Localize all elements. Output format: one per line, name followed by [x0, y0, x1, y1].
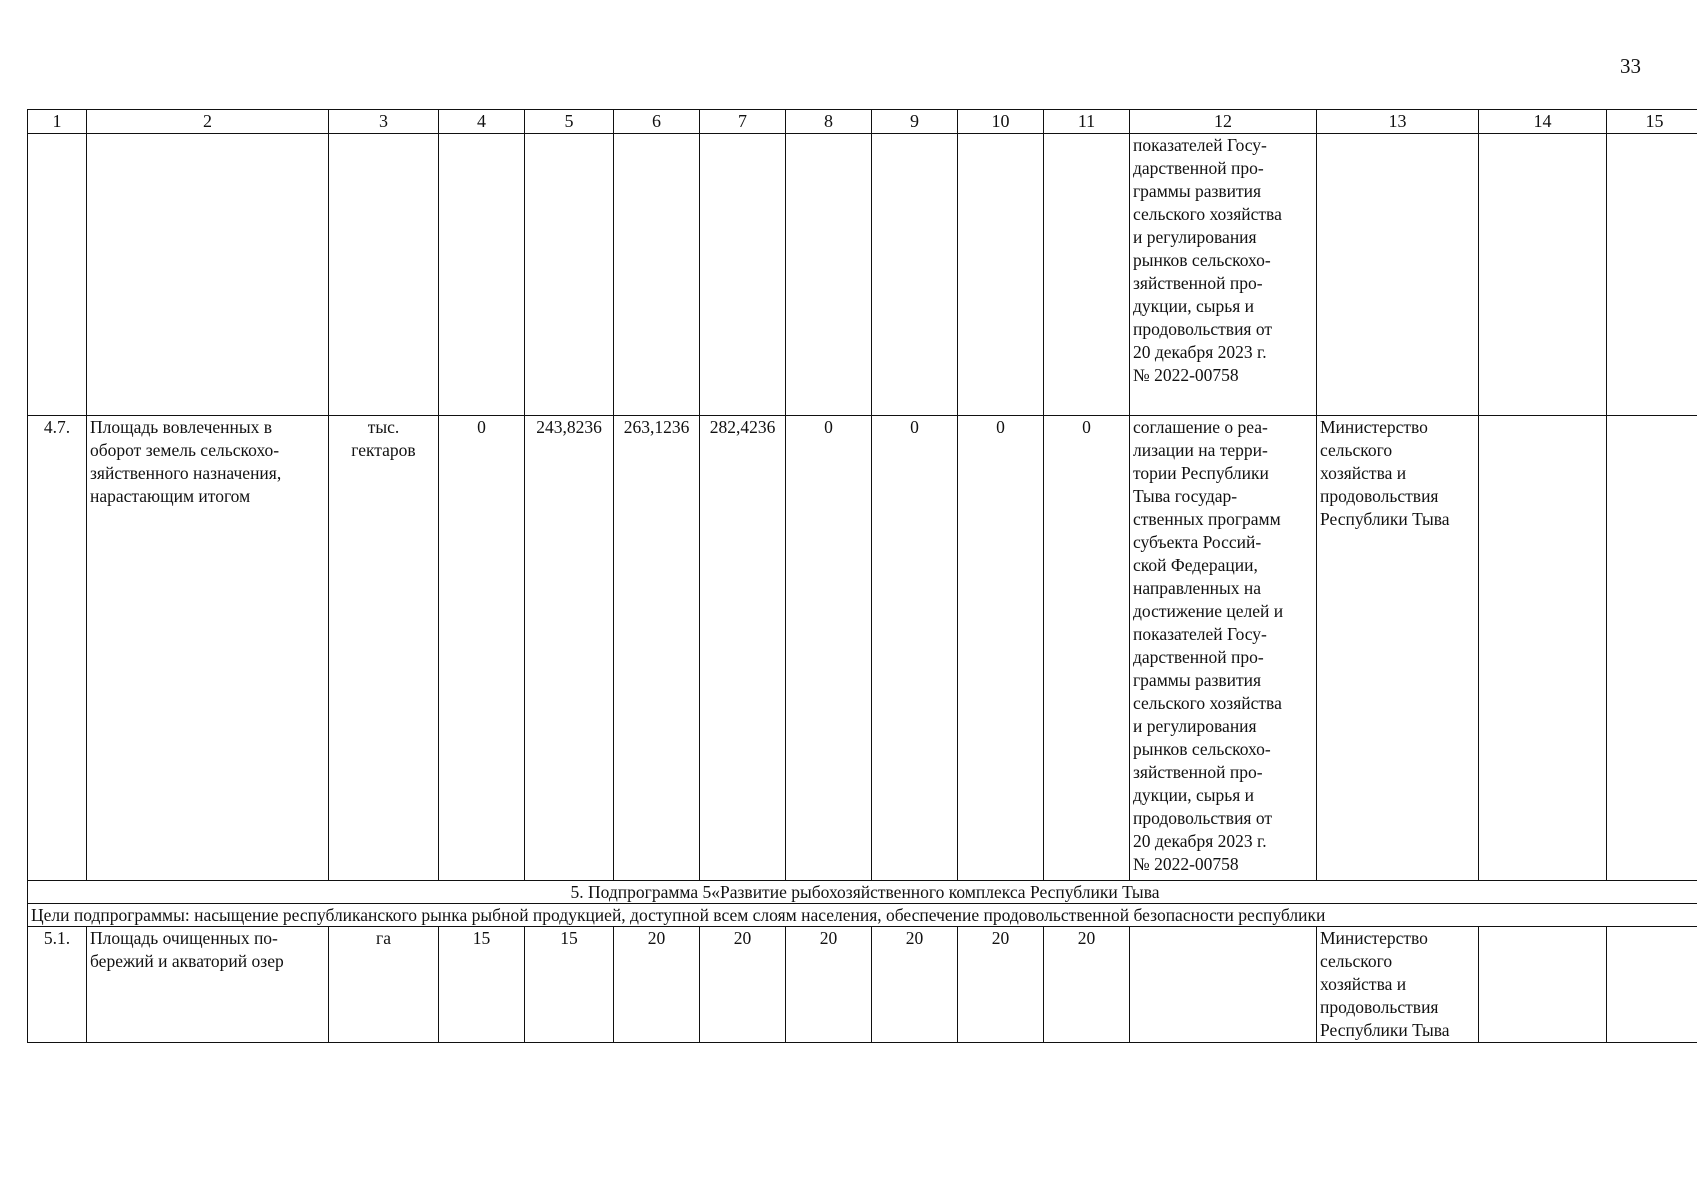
value-cell: 263,1236	[614, 416, 700, 881]
table-cell	[614, 134, 700, 416]
table-row-4-7	[28, 416, 1697, 881]
value-cell: 20	[958, 927, 1044, 1043]
column-header: 11	[1044, 110, 1130, 134]
table-cell	[700, 134, 786, 416]
indicators-table	[27, 109, 1697, 1043]
value-cell: 20	[700, 927, 786, 1043]
table-cell	[1479, 134, 1607, 416]
table-cell	[958, 134, 1044, 416]
column-header: 5	[525, 110, 614, 134]
table-cell	[439, 134, 525, 416]
column-header: 15	[1607, 110, 1697, 134]
column-header: 4	[439, 110, 525, 134]
value-cell: 15	[525, 927, 614, 1043]
value-cell: 0	[439, 416, 525, 881]
value-cell: 0	[1044, 416, 1130, 881]
section-goals-row	[28, 904, 1697, 927]
column-header: 1	[28, 110, 87, 134]
table-cell	[1607, 416, 1697, 881]
page-number: 33	[1620, 54, 1641, 78]
column-header: 6	[614, 110, 700, 134]
table-cell	[525, 134, 614, 416]
column-header: 12	[1130, 110, 1317, 134]
table-cell	[1317, 134, 1479, 416]
basis-cell: соглашение о реа- лизации на терри- тории Республики Тыва государ- ственных программ субъекта Россий- ской Федерации, направленных на достижение целей и показателей Госу- дарственной про- граммы развития сельского хозяйства и регулирования рынков сельскохо- зяйственной про- дукции, сырья и продовольствия от 20 декабря 2023 г. № 2022-00758	[1130, 416, 1317, 881]
value-cell: 0	[958, 416, 1044, 881]
unit-cell: тыс. гектаров	[329, 416, 439, 881]
section-title: 5. Подпрограмма 5«Развитие рыбохозяйственного комплекса Республики Тыва	[28, 881, 1697, 904]
table-cell	[87, 134, 329, 416]
basis-cell	[1130, 927, 1317, 1043]
value-cell: 20	[872, 927, 958, 1043]
value-cell: 0	[872, 416, 958, 881]
column-header: 8	[786, 110, 872, 134]
table-cell	[28, 134, 87, 416]
section-goals: Цели подпрограммы: насыщение республиканского рынка рыбной продукцией, доступной всем слоям населения, обеспечение продовольственной безопасности республики	[28, 904, 1697, 927]
value-cell: 282,4236	[700, 416, 786, 881]
value-cell: 15	[439, 927, 525, 1043]
value-cell: 20	[786, 927, 872, 1043]
basis-cell: показателей Госу- дарственной про- граммы развития сельского хозяйства и регулирования рынков сельскохо- зяйственной про- дукции, сырья и продовольствия от 20 декабря 2023 г. № 2022-00758	[1130, 134, 1317, 416]
table-cell	[329, 134, 439, 416]
table-cell	[1607, 134, 1697, 416]
responsible-cell: Министерство сельского хозяйства и продовольствия Республики Тыва	[1317, 927, 1479, 1043]
responsible-cell: Министерство сельского хозяйства и продовольствия Республики Тыва	[1317, 416, 1479, 881]
column-header: 13	[1317, 110, 1479, 134]
table-row-5-1	[28, 927, 1697, 1043]
column-header: 10	[958, 110, 1044, 134]
table-cell	[1479, 927, 1607, 1043]
table-cell	[1044, 134, 1130, 416]
row-number-cell: 5.1.	[28, 927, 87, 1043]
column-header: 14	[1479, 110, 1607, 134]
table-row-continuation	[28, 134, 1697, 416]
value-cell: 20	[1044, 927, 1130, 1043]
column-header: 2	[87, 110, 329, 134]
column-header: 9	[872, 110, 958, 134]
table-cell	[1479, 416, 1607, 881]
row-number-cell: 4.7.	[28, 416, 87, 881]
column-number-header-row	[28, 110, 1697, 134]
value-cell: 0	[786, 416, 872, 881]
indicator-name-cell: Площадь вовлеченных в оборот земель сельскохо- зяйственного назначения, нарастающим итогом	[87, 416, 329, 881]
column-header: 3	[329, 110, 439, 134]
indicator-name-cell: Площадь очищенных по- бережий и акваторий озер	[87, 927, 329, 1043]
section-title-row	[28, 881, 1697, 904]
column-header: 7	[700, 110, 786, 134]
table-cell	[1607, 927, 1697, 1043]
unit-cell: га	[329, 927, 439, 1043]
table-cell	[786, 134, 872, 416]
value-cell: 243,8236	[525, 416, 614, 881]
table-cell	[872, 134, 958, 416]
value-cell: 20	[614, 927, 700, 1043]
